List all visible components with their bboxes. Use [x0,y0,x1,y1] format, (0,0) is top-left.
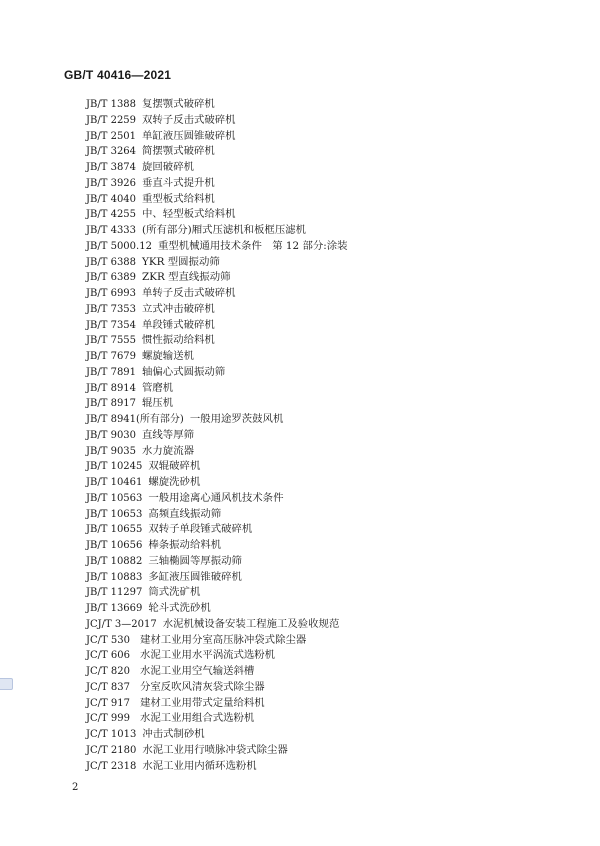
reference-item [86,664,348,680]
reference-code: JB/T 10245 [86,461,143,473]
reference-code: JB/T 3264 [86,146,137,158]
reference-code: JB/T 3926 [86,177,137,189]
reference-item [86,428,348,444]
reference-item [86,318,348,334]
reference-title: (所有部分)厢式压滤机和板框压滤机 [142,224,306,236]
reference-title: 中、轻型板式给料机 [142,208,236,221]
reference-title: 高频直线振动筛 [148,507,222,520]
reference-code: JC/T 917 [86,697,130,709]
reference-title: 双辊破碎机 [148,460,201,473]
reference-code: JB/T 5000.12 [86,240,152,252]
reference-item [86,286,348,302]
reference-code: JB/T 6388 [86,256,137,268]
reference-title: 水泥工业用空气输送斜槽 [140,665,255,677]
reference-item [86,192,348,208]
reference-title: 建材工业用带式定量给料机 [140,696,265,709]
reference-title: 垂直斗式提升机 [142,176,215,189]
reference-code: JB/T 10656 [86,540,143,551]
reference-title: 简摆颚式破碎机 [142,145,215,158]
reference-item [86,491,348,507]
reference-title: 管磨机 [142,381,174,394]
reference-code: JC/T 1013 [86,729,137,740]
reference-title: 重型机械通用技术条件 第 12 部分:涂装 [157,239,348,252]
reference-code: JB/T 10655 [86,524,143,536]
reference-item [86,727,348,743]
reference-item [86,207,348,223]
reference-code: JB/T 13669 [86,603,143,614]
reference-title: 单转子反击式破碎机 [142,287,236,299]
reference-code: JB/T 7679 [86,351,137,362]
reference-title: 冲击式制砂机 [142,728,205,740]
reference-code: JB/T 7353 [86,303,137,315]
reference-item [86,333,348,349]
reference-title: 单缸液压圆锥破碎机 [142,129,236,142]
reference-title: 轮斗式洗砂机 [148,602,211,614]
reference-code: JB/T 2501 [86,130,137,142]
reference-item [86,349,348,365]
reference-item [86,585,348,601]
reference-title: 一般用途离心通风机技术条件 [148,491,284,504]
reference-item [86,270,348,286]
reference-code: JC/T 606 [86,650,130,662]
reference-item [86,554,348,570]
reference-code: JB/T 11297 [86,587,143,599]
reference-code: JB/T 8917 [86,398,137,410]
reference-item [86,522,348,538]
reference-title: 棒条振动给料机 [148,539,222,551]
reference-code: JC/T 530 [86,634,130,646]
reference-title: 螺旋洗砂机 [148,476,201,488]
reference-title: ZKR 型直线振动筛 [142,271,231,284]
reference-title: 三轴椭圆等厚振动筛 [148,554,242,567]
reference-item [86,444,348,460]
reference-item [86,601,348,617]
reference-item [86,475,348,491]
reference-code: JB/T 4333 [86,225,137,236]
reference-item [86,381,348,397]
reference-title: 重型板式给料机 [142,192,215,205]
reference-item [86,113,348,129]
side-tab-marker [0,678,13,690]
reference-item [86,255,348,271]
reference-title: 轴偏心式圆振动筛 [142,365,226,378]
document-code-header: GB/T 40416—2021 [64,68,172,82]
reference-item [86,239,348,255]
reference-code: JB/T 7891 [86,366,137,378]
reference-title: 辊压机 [142,397,174,410]
reference-item [86,648,348,664]
reference-title: 筒式洗矿机 [148,586,201,599]
reference-item [86,302,348,318]
reference-code: JCJ/T 3—2017 [86,618,157,630]
reference-title: 复摆颚式破碎机 [142,98,215,110]
reference-title: 水泥工业用水平涡流式选粉机 [140,649,276,662]
reference-item [86,570,348,586]
reference-code: JC/T 837 [86,681,130,693]
reference-item [86,743,348,759]
reference-code: JB/T 10563 [86,492,143,504]
reference-item [86,144,348,160]
reference-code: JC/T 2318 [86,760,137,772]
reference-code: JB/T 6389 [86,272,137,284]
reference-item [86,680,348,696]
reference-item [86,507,348,523]
reference-item [86,617,348,633]
reference-code: JB/T 7555 [86,335,137,347]
reference-item [86,696,348,712]
reference-item [86,538,348,554]
reference-title: 单段锤式破碎机 [142,318,215,331]
reference-code: JB/T 1388 [86,99,137,110]
reference-title: 双转子反击式破碎机 [142,113,236,126]
reference-code: JB/T 8941(所有部分) [86,414,184,425]
reference-code: JB/T 10461 [86,477,143,488]
reference-title: 直线等厚筛 [142,428,194,441]
page-number: 2 [72,782,79,793]
reference-title: 水泥工业用内循环选粉机 [142,759,257,772]
reference-item [86,633,348,649]
reference-title: 双转子单段锤式破碎机 [148,523,253,536]
reference-item [86,412,348,428]
reference-item [86,759,348,775]
reference-item [86,129,348,145]
reference-code: JC/T 2180 [86,744,137,756]
reference-code: JB/T 10883 [86,571,143,583]
reference-title: 水力旋流器 [142,444,194,457]
reference-title: 水泥机械设备安装工程施工及验收规范 [162,617,340,630]
reference-code: JB/T 8914 [86,382,137,394]
reference-title: 建材工业用分室高压脉冲袋式除尘器 [140,633,307,646]
reference-item [86,223,348,239]
reference-item [86,396,348,412]
reference-code: JB/T 4255 [86,209,137,221]
reference-title: 水泥工业用组合式选粉机 [140,712,255,725]
reference-title: 分室反吹风清灰袋式除尘器 [140,680,265,693]
reference-item [86,365,348,381]
reference-title: 多缸液压圆锥破碎机 [148,570,242,583]
reference-title: YKR 型圆振动筛 [142,255,220,268]
reference-item [86,711,348,727]
reference-title: 螺旋输送机 [142,350,194,362]
reference-title: 旋回破碎机 [142,161,194,173]
reference-code: JB/T 9035 [86,445,137,457]
reference-code: JB/T 4040 [86,193,137,205]
reference-title: 立式冲击破碎机 [142,302,215,315]
reference-item [86,160,348,176]
reference-item [86,459,348,475]
reference-code: JB/T 3874 [86,162,137,173]
reference-title: 一般用途罗茨鼓风机 [189,413,284,425]
reference-code: JB/T 9030 [86,429,137,441]
reference-code: JC/T 999 [86,713,130,725]
reference-code: JB/T 7354 [86,319,137,331]
reference-item [86,97,348,113]
reference-title: 水泥工业用行喷脉冲袋式除尘器 [142,743,288,756]
normative-reference-list [86,97,348,774]
reference-code: JB/T 10882 [86,555,143,567]
reference-code: JB/T 6993 [86,288,137,299]
reference-code: JB/T 10653 [86,508,143,520]
reference-title: 惯性振动给料机 [142,334,215,347]
reference-code: JB/T 2259 [86,114,137,126]
reference-item [86,176,348,192]
reference-code: JC/T 820 [86,666,130,677]
